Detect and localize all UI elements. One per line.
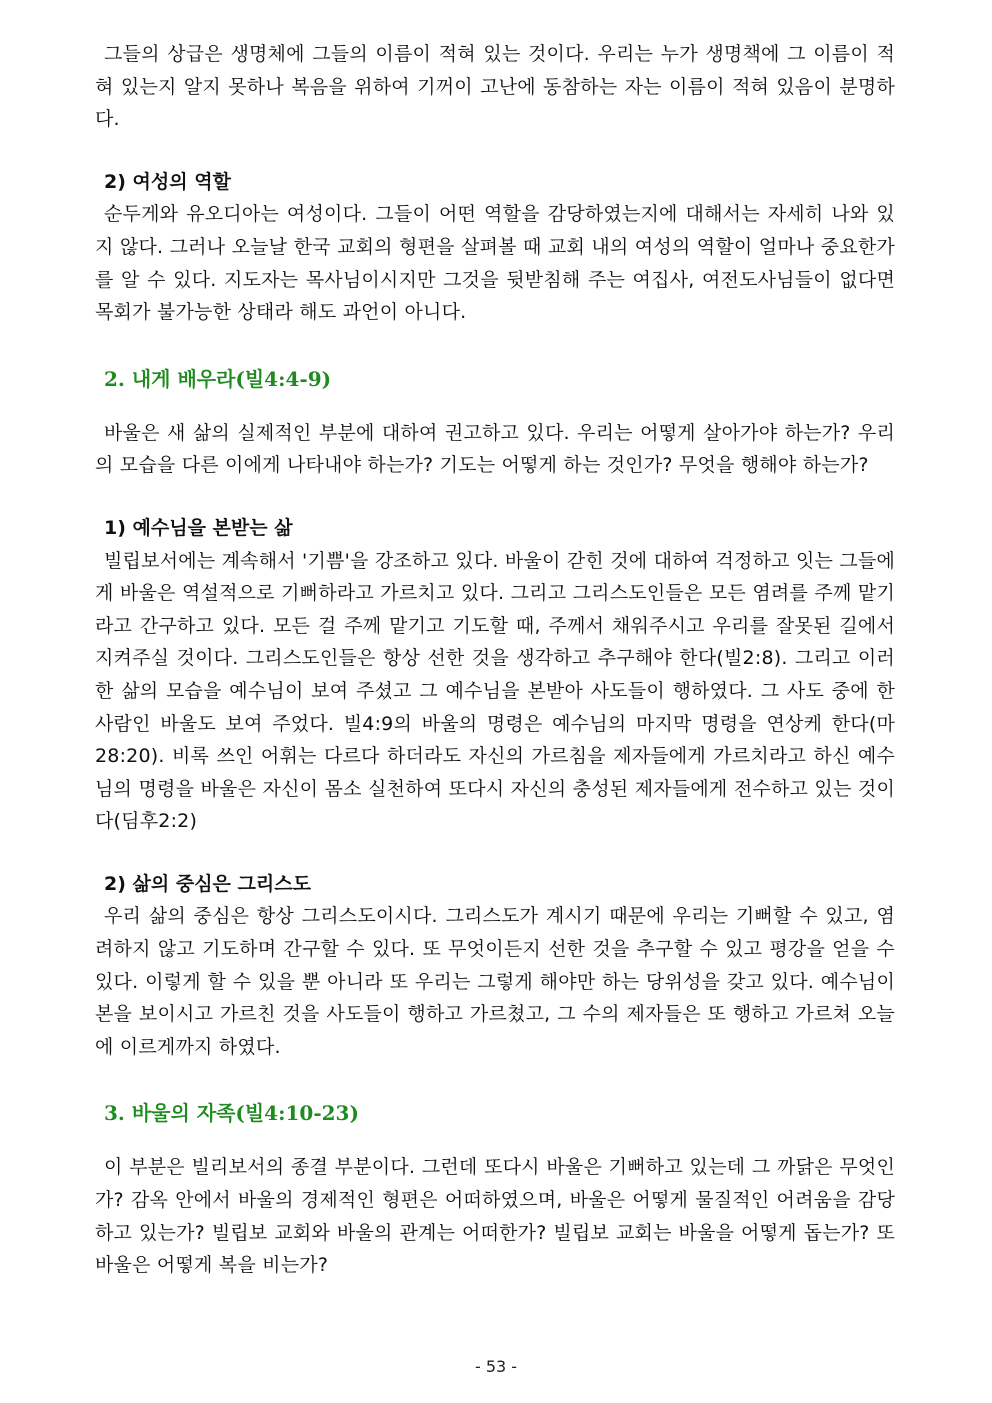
- paragraph-women-role: 순두게와 유오디아는 여성이다. 그들이 어떤 역할을 감당하였는지에 대해서는 자세히 나와 있지 않다. 그러나 오늘날 한국 교회의 형편을 살펴볼 때 교회 내의 여성의 역할이 얼마나 중요한가를 알 수 있다. 지도자는 목사님이시지만 그것을 뒷받침해 주는 여집사, 여전도사님들이 없다면 목회가 불가능한 상태라 해도 과언이 아니다.: [95, 203, 895, 324]
- page-number: - 53 -: [474, 1357, 518, 1376]
- document-body: [95, 38, 895, 1282]
- paragraph-contentment: 이 부분은 빌리보서의 종결 부분이다. 그런데 또다시 바울은 기뻐하고 있는데 그 까닭은 무엇인가? 감옥 안에서 바울의 경제적인 형편은 어떠하였으며, 바울은 어떻게 물질적인 어려움을 감당하고 있는가? 빌립보 교회와 바울의 관계는 어떠한가? 빌립보 교회는 바울을 어떻게 돕는가? 또 바울은 어떻게 복을 비는가?: [95, 1156, 895, 1277]
- paragraph-christ-center: 우리 삶의 중심은 항상 그리스도이시다. 그리스도가 계시기 때문에 우리는 기뻐할 수 있고, 염려하지 않고 기도하며 간구할 수 있다. 또 무엇이든지 선한 것을 추구할 수 있고 평강을 얻을 수 있다. 이렇게 할 수 있을 뿐 아니라 또 우리는 그렇게 해야만 하는 당위성을 갖고 있다. 예수님이 본을 보이시고 가르친 것을 사도들이 행하고 가르쳤고, 그 수의 제자들은 또 행하고 가르쳐 오늘에 이르게까지 하였다.: [95, 905, 895, 1058]
- subheading-women-role: 2) 여성의 역할: [104, 170, 231, 193]
- subheading-imitate-jesus: 1) 예수님을 본받는 삶: [104, 516, 293, 539]
- paragraph-imitate-jesus: 빌립보서에는 계속해서 '기쁨'을 강조하고 있다. 바울이 갇힌 것에 대하여 걱정하고 잇는 그들에게 바울은 역설적으로 기뻐하라고 가르치고 있다. 그리고 그리스도인들은 모든 염려를 주께 맡기라고 간구하고 있다. 모든 걸 주께 맡기고 기도할 때, 주께서 채워주시고 우리를 잘못된 길에서 지켜주실 것이다. 그리스도인들은 항상 선한 것을 생각하고 추구해야 한다(빌2:8). 그리고 이러한 삶의 모습을 예수님이 보여 주셨고 그 예수님을 본받아 사도들이 행하였다. 그 사도 중에 한 사람인 바울도 보여 주었다. 빌4:9의 바울의 명령은 예수님의 마지막 명령을 연상케 한다(마28:20). 비록 쓰인 어휘는 다르다 하더라도 자신의 가르침을 제자들에게 가르치라고 하신 예수님의 명령을 바울은 자신이 몸소 실천하여 또다시 자신의 충성된 제자들에게 전수하고 있는 것이다(딤후2:2): [95, 549, 895, 833]
- paragraph-reward: 그들의 상급은 생명체에 그들의 이름이 적혀 있는 것이다. 우리는 누가 생명책에 그 이름이 적혀 있는지 알지 못하나 복음을 위하여 기꺼이 고난에 동참하는 자는 이름이 적혀 있음이 분명하다.: [95, 43, 895, 131]
- section-heading-contentment: 3. 바울의 자족(빌4:10-23): [104, 1101, 359, 1126]
- paragraph-learn-from-me: 바울은 새 삶의 실제적인 부분에 대하여 권고하고 있다. 우리는 어떻게 살아가야 하는가? 우리의 모습을 다른 이에게 나타내야 하는가? 기도는 어떻게 하는 것인가? 무엇을 행해야 하는가?: [95, 421, 895, 477]
- section-heading-learn-from-me: 2. 내게 배우라(빌4:4-9): [104, 366, 332, 391]
- subheading-christ-center: 2) 삶의 중심은 그리스도: [104, 872, 311, 895]
